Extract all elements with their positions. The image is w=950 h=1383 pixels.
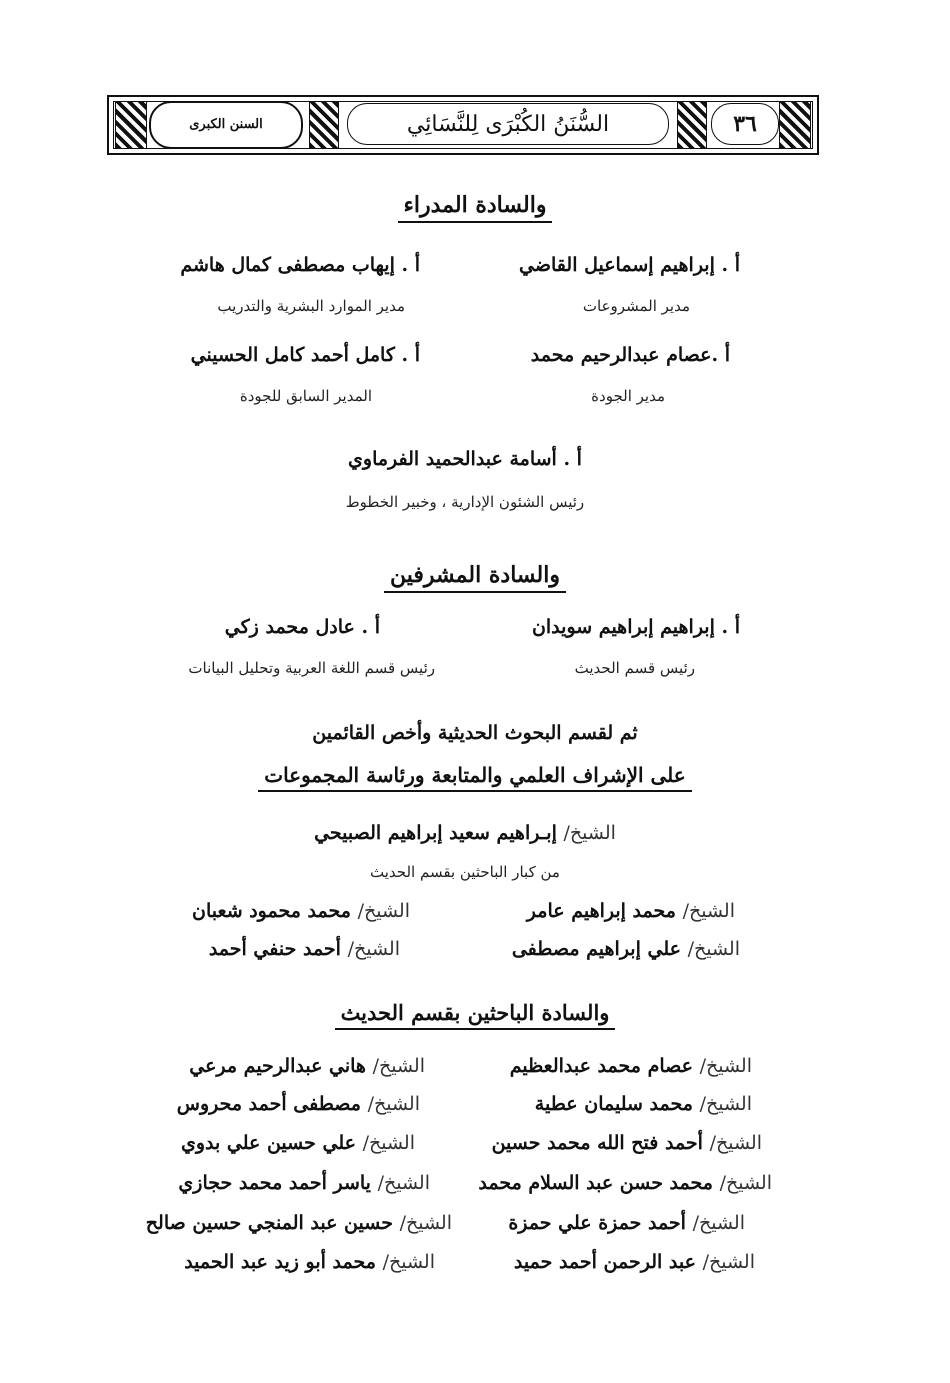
- director-name: أ .عصام عبدالرحيم محمد: [530, 344, 730, 366]
- title-prefix: الشيخ/: [563, 822, 616, 844]
- hadith-intro-line1: ثم لقسم البحوث الحديثية وأخص القائمين: [312, 722, 638, 744]
- researcher-entry: الشيخ/ حسين عبد المنجي حسين صالح: [145, 1212, 452, 1234]
- director-name: أ . أسامة عبدالحميد الفرماوي: [348, 448, 582, 470]
- book-seal-logo: السنن الكبرى: [149, 101, 303, 149]
- director-role: المدير السابق للجودة: [239, 387, 372, 405]
- researcher-entry: الشيخ/ ياسر أحمد محمد حجازي: [178, 1172, 430, 1194]
- ornament-right: [779, 101, 811, 149]
- ornament-center-left: [309, 101, 339, 149]
- researcher-entry: الشيخ/ عبد الرحمن أحمد حميد: [513, 1251, 755, 1273]
- researcher-entry: الشيخ/ مصطفى أحمد محروس: [176, 1093, 420, 1115]
- researcher-entry: الشيخ/ محمد إبراهيم عامر: [526, 900, 735, 922]
- researcher-entry: الشيخ/ عصام محمد عبدالعظيم: [509, 1055, 752, 1077]
- supervisor-role: رئيس قسم اللغة العربية وتحليل البيانات: [188, 659, 435, 677]
- director-role: مدير الجودة: [591, 387, 665, 405]
- lead-researcher-name: إبـراهيم سعيد إبراهيم الصبيحي: [314, 822, 557, 844]
- directors-heading: والسادة المدراء: [0, 192, 950, 218]
- researcher-entry: الشيخ/ أحمد حمزة علي حمزة: [508, 1212, 745, 1234]
- researcher-entry: الشيخ/ أحمد فتح الله محمد حسين: [491, 1132, 762, 1154]
- researcher-entry: الشيخ/ محمد محمود شعبان: [192, 900, 410, 922]
- director-name: أ . إيهاب مصطفى كمال هاشم: [180, 254, 420, 276]
- researcher-entry: الشيخ/ أحمد حنفي أحمد: [208, 938, 400, 960]
- researcher-entry: الشيخ/ علي إبراهيم مصطفى: [511, 938, 740, 960]
- ornament-left: [115, 101, 147, 149]
- director-role: مدير المشروعات: [582, 297, 690, 315]
- researcher-entry: الشيخ/ محمد حسن عبد السلام محمد: [478, 1172, 772, 1194]
- supervisor-name: أ . عادل محمد زكي: [224, 616, 380, 638]
- lead-researcher: [0, 822, 930, 844]
- researcher-entry: الشيخ/ محمد سليمان عطية: [534, 1093, 752, 1115]
- book-title: السُّنَنُ الكُبْرَى لِلنَّسَائِي: [347, 103, 669, 145]
- researcher-entry: الشيخ/ محمد أبو زيد عبد الحميد: [184, 1251, 435, 1273]
- hadith-intro-line2: على الإشراف العلمي والمتابعة ورئاسة المجموعات: [0, 763, 950, 787]
- director-name: أ . كامل أحمد كامل الحسيني: [190, 344, 420, 366]
- supervisor-role: رئيس قسم الحديث: [574, 659, 695, 677]
- ornament-center-right: [677, 101, 707, 149]
- supervisors-heading: والسادة المشرفين: [0, 562, 950, 588]
- researcher-entry: الشيخ/ هاني عبدالرحيم مرعي: [189, 1055, 425, 1077]
- director-role: مدير الموارد البشرية والتدريب: [217, 297, 405, 315]
- page-header: [107, 95, 819, 155]
- lead-researcher-role: من كبار الباحثين بقسم الحديث: [370, 863, 560, 881]
- director-name: أ . إبراهيم إسماعيل القاضي: [519, 254, 740, 276]
- supervisor-name: أ . إبراهيم إبراهيم سويدان: [531, 616, 740, 638]
- researchers-heading: والسادة الباحثين بقسم الحديث: [0, 1000, 950, 1025]
- director-role: رئيس الشئون الإدارية ، وخبير الخطوط: [345, 493, 585, 511]
- researcher-entry: الشيخ/ علي حسين علي بدوي: [180, 1132, 415, 1154]
- page-number: ٣٦: [711, 103, 779, 145]
